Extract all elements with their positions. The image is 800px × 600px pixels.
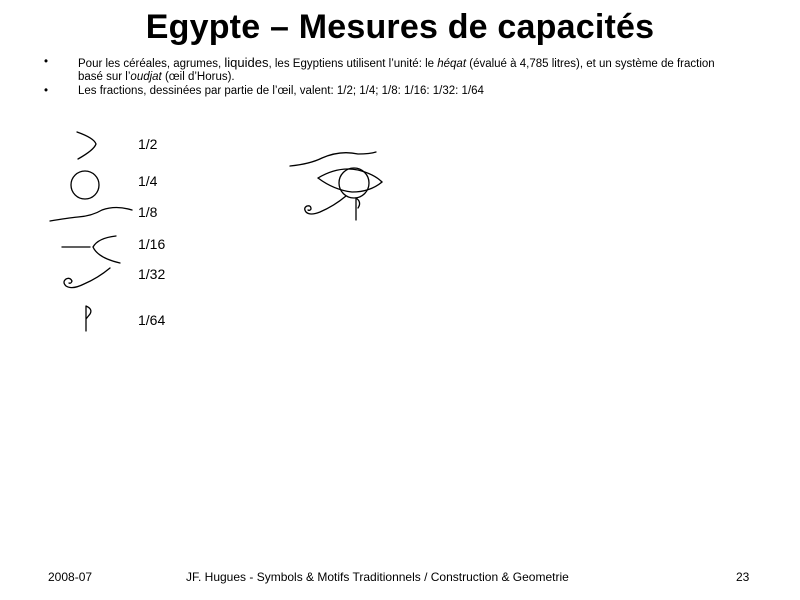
- fraction-label: 1/2: [138, 136, 158, 152]
- bullet-item: [44, 85, 724, 98]
- footer-source: JF. Hugues - Symbols & Motifs Traditionnels / Construction & Geometrie: [186, 570, 569, 584]
- bullet-marker: •: [44, 85, 49, 97]
- page-number: 23: [736, 570, 750, 584]
- eye-of-horus-icon: [288, 148, 388, 228]
- teardrop-stroke-icon: [78, 304, 98, 334]
- footer-date: 2008-07: [48, 570, 93, 584]
- slide-title: Egypte – Mesures de capacités: [145, 8, 655, 46]
- bullet-text: Les fractions, dessinées par partie de l’œil, valent: 1/2; 1/4; 1/8: 1/16: 1/32: 1/64: [78, 85, 484, 97]
- spiral-tail-icon: [58, 264, 114, 294]
- oudjat-term: oudjat: [130, 71, 162, 83]
- bullet-item: [44, 56, 724, 84]
- bullet-text: (œil d’Horus).: [164, 71, 235, 83]
- bullet-marker: •: [44, 56, 49, 68]
- pupil-circle-icon: [68, 168, 104, 202]
- bullet-text: (évalué à 4,785 litres), et un système de fraction basé sur l’: [78, 58, 715, 83]
- bullet-text: Pour les céréales, agrumes,: [78, 58, 222, 70]
- bullet-text: liquides: [224, 55, 269, 70]
- fraction-label: 1/4: [138, 173, 158, 189]
- bullet-text: , les Egyptiens utilisent l’unité: le: [268, 58, 435, 70]
- fraction-label: 1/64: [138, 312, 166, 328]
- eyebrow-icon: [48, 204, 134, 226]
- bullet-list: [44, 56, 724, 99]
- fraction-label: 1/32: [138, 266, 166, 282]
- heqat-term: héqat: [437, 58, 467, 70]
- eye-inner-corner-icon: [60, 234, 126, 266]
- fraction-label: 1/16: [138, 236, 166, 252]
- fraction-label: 1/8: [138, 204, 158, 220]
- eye-corner-icon: [72, 130, 102, 162]
